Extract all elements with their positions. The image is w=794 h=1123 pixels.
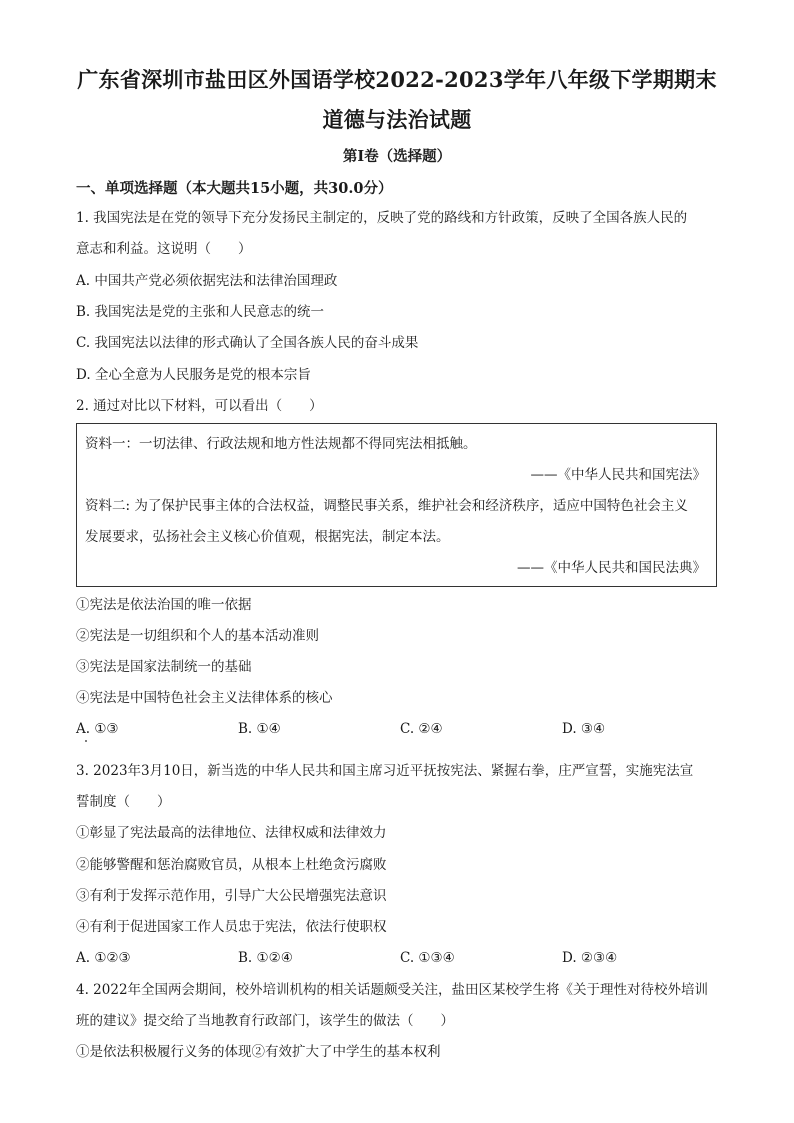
q2-statement-3: ③宪法是国家法制统一的基础 bbox=[76, 659, 252, 675]
q3-choice-c: C. ①③④ bbox=[400, 950, 455, 966]
q4-stem-line1: 4. 2022年全国两会期间，校外培训机构的相关话题颇受关注，盐田区某校学生将《关于理性对待校外培训 bbox=[76, 982, 709, 998]
q4-statement-line: ①是依法积极履行义务的体现②有效扩大了中学生的基本权利 bbox=[76, 1044, 441, 1060]
volume-label: 第Ⅰ卷（选择题） bbox=[342, 148, 452, 165]
q2-material1: 资料一：一切法律、行政法规和地方性法规都不得同宪法相抵触。 bbox=[85, 436, 477, 452]
exam-title-line1: 广东省深圳市盐田区外国语学校2022-2023学年八年级下学期期末 bbox=[77, 67, 717, 92]
q2-source1: ——《中华人民共和国宪法》 bbox=[530, 467, 706, 483]
q2-source2: ——《中华人民共和国民法典》 bbox=[517, 560, 706, 576]
q2-material-box bbox=[76, 423, 717, 587]
q2-stem: 2. 通过对比以下材料，可以看出（ ） bbox=[76, 398, 323, 414]
q3-statement-1: ①彰显了宪法最高的法律地位、法律权威和法律效力 bbox=[76, 825, 387, 841]
q1-option-a: A. 中国共产党必须依据宪法和法律治国理政 bbox=[76, 273, 338, 289]
section-heading: 一、单项选择题（本大题共15小题，共30.0分） bbox=[76, 180, 393, 197]
q1-stem-line1: 1. 我国宪法是在党的领导下充分发扬民主制定的，反映了党的路线和方针政策，反映了全国各族人民的 bbox=[76, 210, 688, 226]
q3-statement-4: ④有利于促进国家工作人员忠于宪法，依法行使职权 bbox=[76, 919, 387, 935]
q1-stem-line2: 意志和利益。这说明（ ） bbox=[76, 241, 252, 257]
q3-statement-3: ③有利于发挥示范作用，引导广大公民增强宪法意识 bbox=[76, 888, 387, 904]
stray-dot-mark bbox=[85, 740, 87, 742]
q2-statement-2: ②宪法是一切组织和个人的基本活动准则 bbox=[76, 628, 319, 644]
q2-choice-c: C. ②④ bbox=[400, 721, 443, 737]
q3-stem-line2: 誓制度（ ） bbox=[76, 794, 171, 810]
q2-choice-d: D. ③④ bbox=[562, 721, 606, 737]
q1-option-d: D. 全心全意为人民服务是党的根本宗旨 bbox=[76, 367, 311, 383]
q3-choice-a: A. ①②③ bbox=[76, 950, 131, 966]
q3-statement-2: ②能够警醒和惩治腐败官员，从根本上杜绝贪污腐败 bbox=[76, 857, 387, 873]
q3-choice-b: B. ①②④ bbox=[238, 950, 293, 966]
q2-statement-4: ④宪法是中国特色社会主义法律体系的核心 bbox=[76, 690, 333, 706]
q4-stem-line2: 班的建议》提交给了当地教育行政部门，该学生的做法（ ） bbox=[76, 1013, 454, 1029]
q3-stem-line1: 3. 2023年3月10日，新当选的中华人民共和国主席习近平抚按宪法、紧握右拳，庄严宣誓，实施宪法宣 bbox=[76, 763, 694, 779]
q2-material2-line1: 资料二: 为了保护民事主体的合法权益，调整民事关系，维护社会和经济秩序，适应中国特色社会主义 bbox=[85, 498, 688, 514]
q2-choice-a: A. ①③ bbox=[76, 721, 119, 737]
q2-statement-1: ①宪法是依法治国的唯一依据 bbox=[76, 597, 252, 613]
q3-choice-d: D. ②③④ bbox=[562, 950, 618, 966]
q1-option-c: C. 我国宪法以法律的形式确认了全国各族人民的奋斗成果 bbox=[76, 335, 419, 351]
q2-choice-b: B. ①④ bbox=[238, 721, 281, 737]
exam-title-line2: 道德与法治试题 bbox=[322, 107, 472, 132]
q1-option-b: B. 我国宪法是党的主张和人民意志的统一 bbox=[76, 304, 325, 320]
q2-material2-line2: 发展要求，弘扬社会主义核心价值观，根据宪法，制定本法。 bbox=[85, 529, 450, 545]
